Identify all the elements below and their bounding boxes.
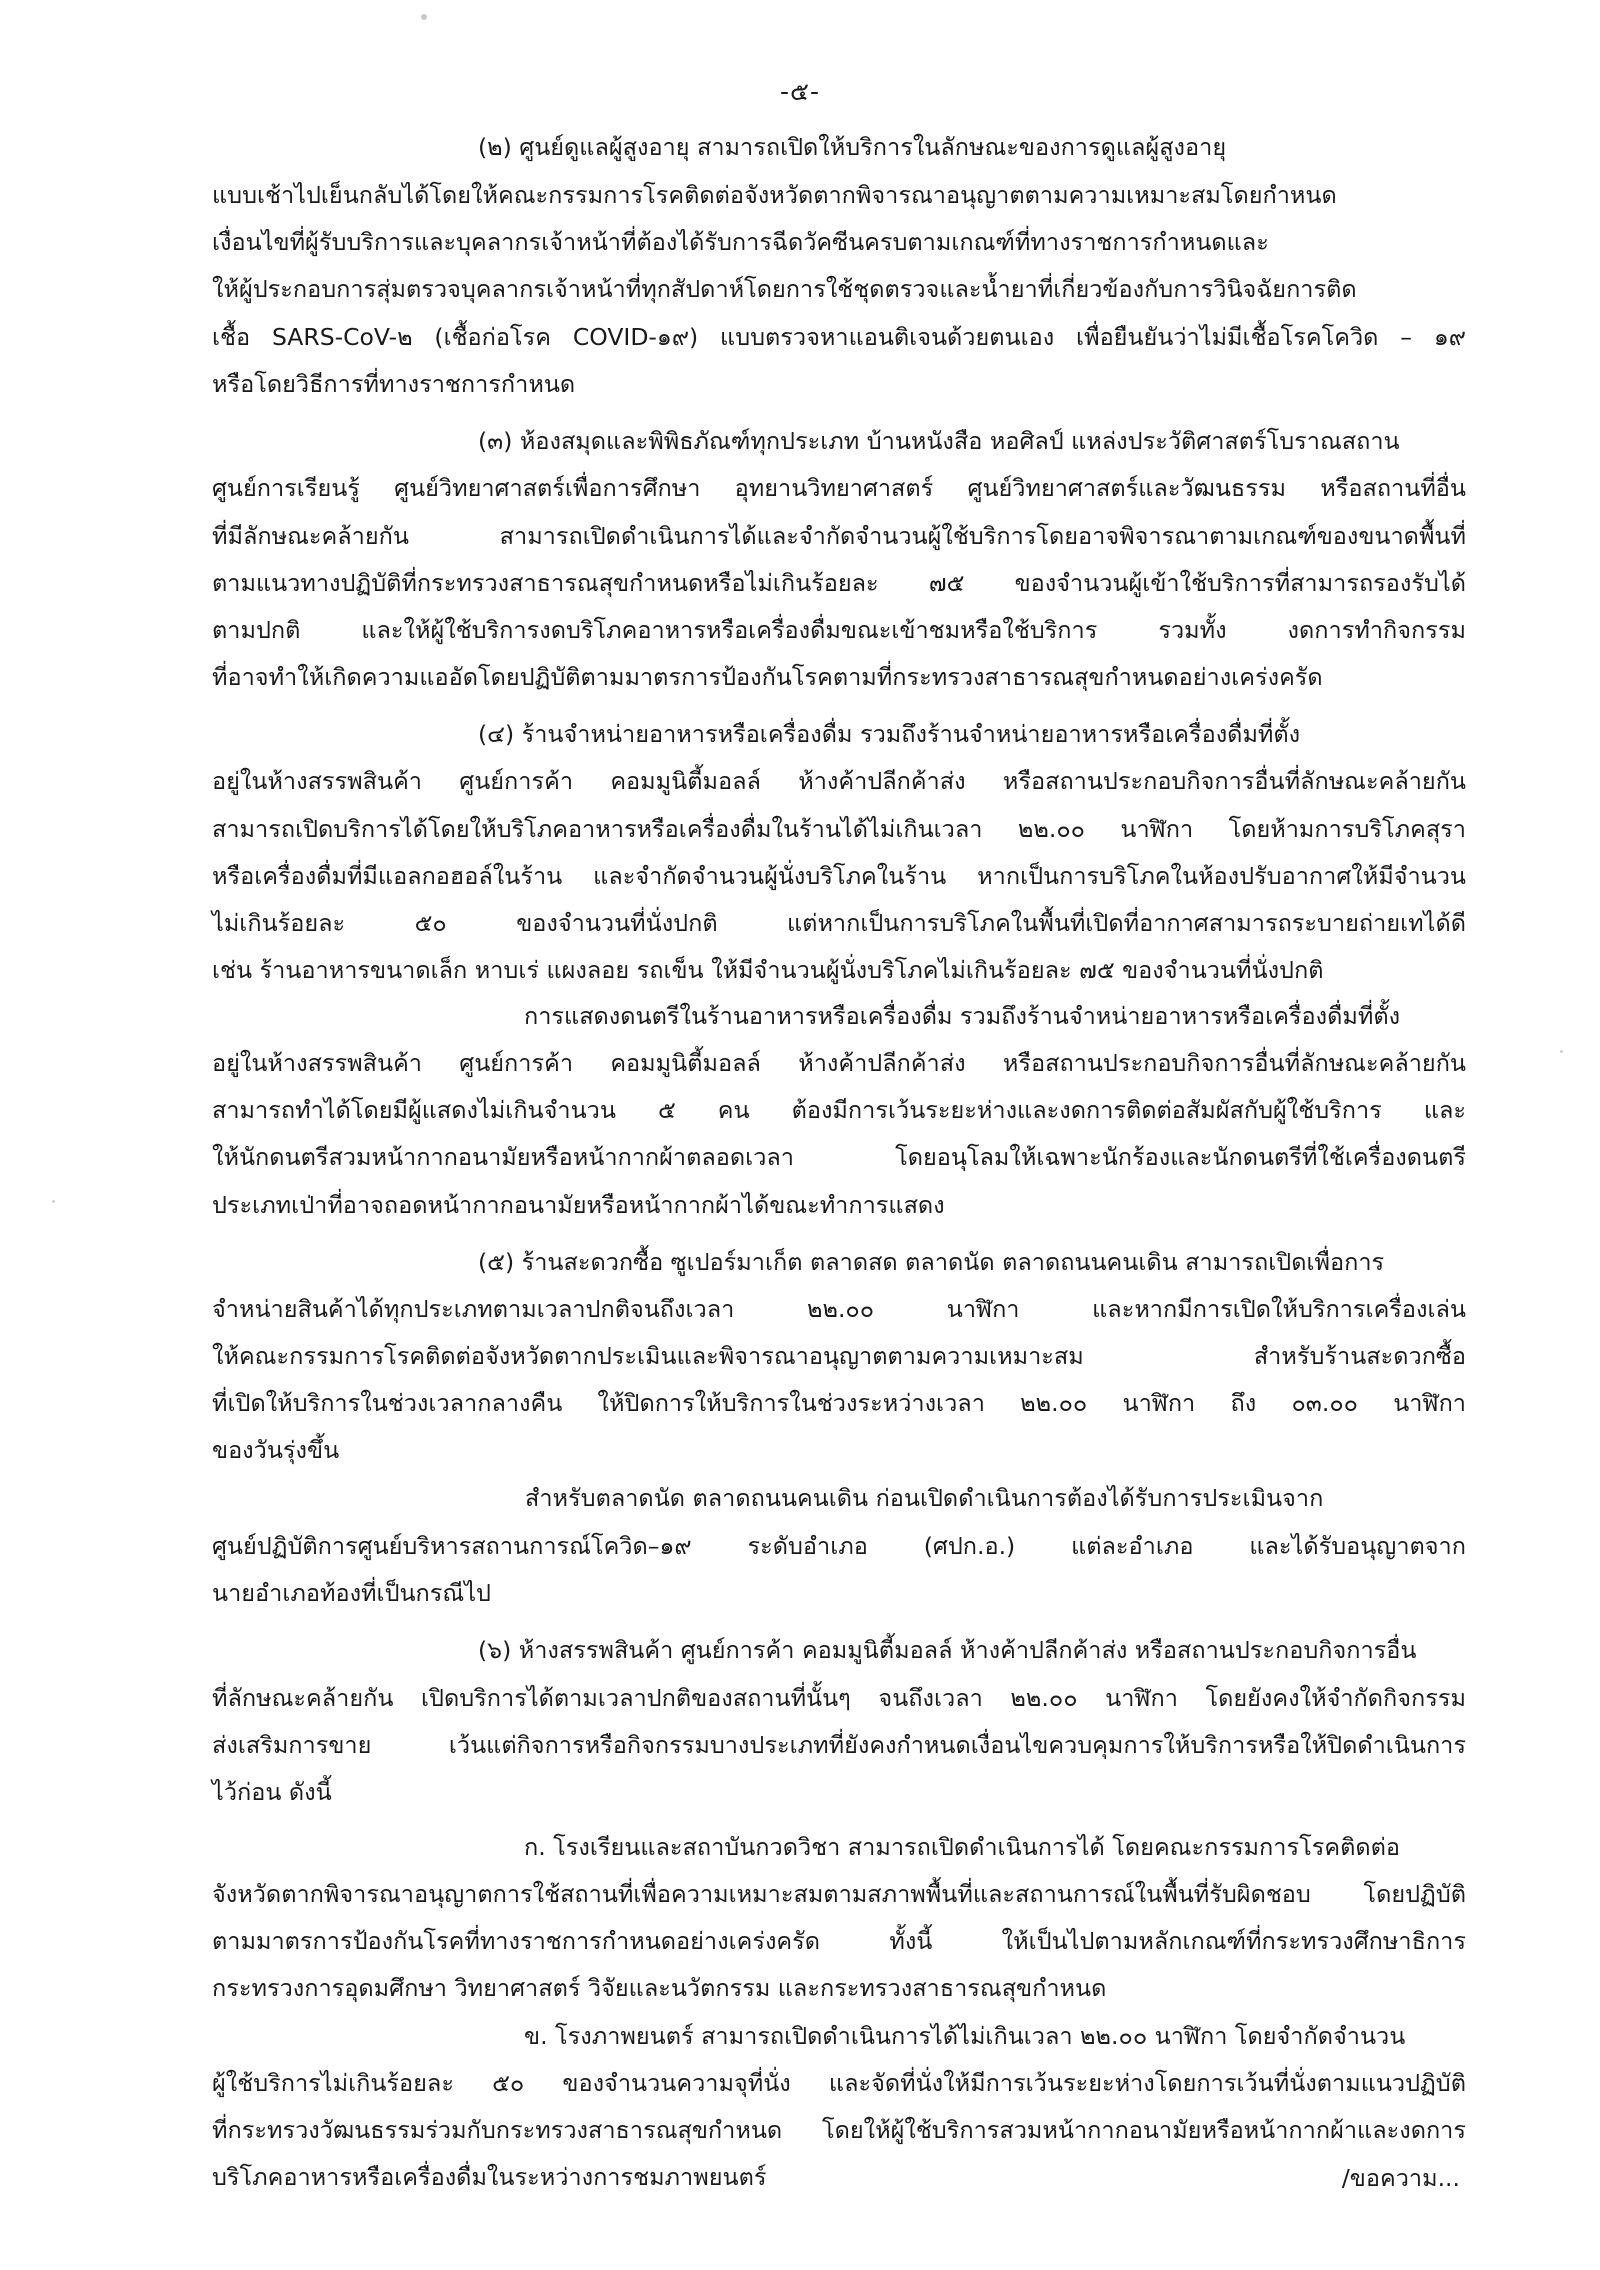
- paragraph-line: สามารถเปิดบริการได้โดยให้บริโภคอาหารหรือเครื่องดื่มในร้านได้ไม่เกินเวลา ๒๒.๐๐ นาฬิกา โดยห้ามการบริโภคสุรา: [212, 815, 1466, 843]
- scan-speck: [421, 14, 427, 20]
- paragraph-line: (๔) ร้านจำหน่ายอาหารหรือเครื่องดื่ม รวมถึงร้านจำหน่ายอาหารหรือเครื่องดื่มที่ตั้ง: [478, 720, 1301, 748]
- paragraph-line: เชื้อ SARS-CoV-๒ (เชื้อก่อโรค COVID-๑๙) แบบตรวจหาแอนติเจนด้วยตนเอง เพื่อยืนยันว่าไม่มีเชื้อโรคโควิด – ๑๙: [212, 323, 1466, 351]
- paragraph-line: บริโภคอาหารหรือเครื่องดื่มในระหว่างการชมภาพยนตร์: [212, 2163, 767, 2191]
- paragraph-line: ไว้ก่อน ดังนี้: [212, 1778, 332, 1806]
- paragraph-line: ที่มีลักษณะคล้ายกัน สามารถเปิดดำเนินการได้และจำกัดจำนวนผู้ใช้บริการโดยอาจพิจารณาตามเกณฑ์ของขนาดพื้นที่: [212, 522, 1466, 550]
- paragraph-line: การแสดงดนตรีในร้านอาหารหรือเครื่องดื่ม รวมถึงร้านจำหน่ายอาหารหรือเครื่องดื่มที่ตั้ง: [524, 1002, 1401, 1030]
- paragraph-line: ที่ลักษณะคล้ายกัน เปิดบริการได้ตามเวลาปกติของสถานที่นั้นๆ จนถึงเวลา ๒๒.๐๐ นาฬิกา โดยยังคงให้จำกัดกิจกรรม: [212, 1684, 1466, 1712]
- paragraph-line: หรือเครื่องดื่มที่มีแอลกอฮอล์ในร้าน และจำกัดจำนวนผู้นั่งบริโภคในร้าน หากเป็นการบริโภคในห้องปรับอากาศให้มีจำนวน: [212, 862, 1466, 890]
- paragraph-line: อยู่ในห้างสรรพสินค้า ศูนย์การค้า คอมมูนิตี้มอลล์ ห้างค้าปลีกค้าส่ง หรือสถานประกอบกิจการอื่นที่ลักษณะคล้ายกัน: [212, 767, 1466, 795]
- paragraph-line: ตามแนวทางปฏิบัติที่กระทรวงสาธารณสุขกำหนดหรือไม่เกินร้อยละ ๗๕ ของจำนวนผู้เข้าใช้บริการที่สามารถรองรับได้: [212, 569, 1466, 597]
- paragraph-line: เงื่อนไขที่ผู้รับบริการและบุคลากรเจ้าหน้าที่ต้องได้รับการฉีดวัคซีนครบตามเกณฑ์ที่ทางราชการกำหนดและ: [212, 228, 1269, 256]
- paragraph-line: ข. โรงภาพยนตร์ สามารถเปิดดำเนินการได้ไม่เกินเวลา ๒๒.๐๐ นาฬิกา โดยจำกัดจำนวน: [524, 2022, 1406, 2050]
- paragraph-line: ให้นักดนตรีสวมหน้ากากอนามัยหรือหน้ากากผ้าตลอดเวลา โดยอนุโลมให้เฉพาะนักร้องและนักดนตรีที่ใช้เครื่องดนตรี: [212, 1143, 1466, 1171]
- paragraph-line: สามารถทำได้โดยมีผู้แสดงไม่เกินจำนวน ๕ คน ต้องมีการเว้นระยะห่างและงดการติดต่อสัมผัสกับผู้ใช้บริการ และ: [212, 1096, 1466, 1124]
- paragraph-line: เช่น ร้านอาหารขนาดเล็ก หาบเร่ แผงลอย รถเข็น ให้มีจำนวนผู้นั่งบริโภคไม่เกินร้อยละ ๗๕ ของจำนวนที่นั่งปกติ: [212, 956, 1324, 984]
- paragraph-line: อยู่ในห้างสรรพสินค้า ศูนย์การค้า คอมมูนิตี้มอลล์ ห้างค้าปลีกค้าส่ง หรือสถานประกอบกิจการอื่นที่ลักษณะคล้ายกัน: [212, 1049, 1466, 1077]
- paragraph-line: ประเภทเป่าที่อาจถอดหน้ากากอนามัยหรือหน้ากากผ้าได้ขณะทำการแสดง: [212, 1191, 945, 1219]
- paragraph-line: จังหวัดตากพิจารณาอนุญาตการใช้สถานที่เพื่อความเหมาะสมตามสภาพพื้นที่และสถานการณ์ในพื้นที่รับผิดชอบ โดยปฏิบัติ: [212, 1880, 1466, 1908]
- scan-speck: [1560, 1050, 1563, 1053]
- paragraph-line: ที่อาจทำให้เกิดความแออัดโดยปฏิบัติตามมาตรการป้องกันโรคตามที่กระทรวงสาธารณสุขกำหนดอย่างเคร่งครัด: [212, 663, 1323, 691]
- paragraph-line: (๒) ศูนย์ดูแลผู้สูงอายุ สามารถเปิดให้บริการในลักษณะของการดูแลผู้สูงอายุ: [478, 133, 1227, 161]
- paragraph-line: ที่เปิดให้บริการในช่วงเวลากลางคืน ให้ปิดการให้บริการในช่วงระหว่างเวลา ๒๒.๐๐ นาฬิกา ถึง ๐๓.๐๐ นาฬิกา: [212, 1389, 1466, 1417]
- continuation-marker: /ขอความ...: [1341, 2164, 1460, 2192]
- paragraph-line: หรือโดยวิธีการที่ทางราชการกำหนด: [212, 370, 576, 398]
- paragraph-line: จำหน่ายสินค้าได้ทุกประเภทตามเวลาปกติจนถึงเวลา ๒๒.๐๐ นาฬิกา และหากมีการเปิดให้บริการเครื่องเล่น: [212, 1295, 1466, 1323]
- paragraph-line: ให้ผู้ประกอบการสุ่มตรวจบุคลากรเจ้าหน้าที่ทุกสัปดาห์โดยการใช้ชุดตรวจและน้ำยาที่เกี่ยวข้องกับการวินิจฉัยการติด: [212, 275, 1357, 303]
- scan-speck: [52, 1200, 55, 1203]
- paragraph-line: ให้คณะกรรมการโรคติดต่อจังหวัดตากประเมินและพิจารณาอนุญาตตามความเหมาะสม สำหรับร้านสะดวกซื้อ: [212, 1342, 1466, 1370]
- paragraph-line: ส่งเสริมการขาย เว้นแต่กิจการหรือกิจกรรมบางประเภทที่ยังคงกำหนดเงื่อนไขควบคุมการให้บริการหรือให้ปิดดำเนินการ: [212, 1731, 1466, 1759]
- paragraph-line: ตามมาตรการป้องกันโรคที่ทางราชการกำหนดอย่างเคร่งครัด ทั้งนี้ ให้เป็นไปตามหลักเกณฑ์ที่กระทรวงศึกษาธิการ: [212, 1927, 1466, 1955]
- paragraph-line: ตามปกติ และให้ผู้ใช้บริการงดบริโภคอาหารหรือเครื่องดื่มขณะเข้าชมหรือใช้บริการ รวมทั้ง งดการทำกิจกรรม: [212, 616, 1466, 644]
- page-number: -๕-: [780, 77, 820, 106]
- paragraph-line: กระทรวงการอุดมศึกษา วิทยาศาสตร์ วิจัยและนวัตกรรม และกระทรวงสาธารณสุขกำหนด: [212, 1974, 1107, 2002]
- paragraph-line: ผู้ใช้บริการไม่เกินร้อยละ ๕๐ ของจำนวนความจุที่นั่ง และจัดที่นั่งให้มีการเว้นระยะห่างโดยการเว้นที่นั่งตามแนวปฏิบัติ: [212, 2069, 1466, 2097]
- paragraph-line: ก. โรงเรียนและสถาบันกวดวิชา สามารถเปิดดำเนินการได้ โดยคณะกรรมการโรคติดต่อ: [524, 1833, 1400, 1861]
- paragraph-line: นายอำเภอท้องที่เป็นกรณีไป: [212, 1579, 491, 1607]
- paragraph-line: สำหรับตลาดนัด ตลาดถนนคนเดิน ก่อนเปิดดำเนินการต้องได้รับการประเมินจาก: [525, 1484, 1324, 1512]
- paragraph-line: ไม่เกินร้อยละ ๕๐ ของจำนวนที่นั่งปกติ แต่หากเป็นการบริโภคในพื้นที่เปิดที่อากาศสามารถระบายถ่ายเทได้ดี: [212, 909, 1466, 937]
- paragraph-line: (๖) ห้างสรรพสินค้า ศูนย์การค้า คอมมูนิตี้มอลล์ ห้างค้าปลีกค้าส่ง หรือสถานประกอบกิจการอื่น: [478, 1636, 1417, 1664]
- paragraph-line: ที่กระทรวงวัฒนธรรมร่วมกับกระทรวงสาธารณสุขกำหนด โดยให้ผู้ใช้บริการสวมหน้ากากอนามัยหรือหน้ากากผ้าและงดการ: [212, 2116, 1466, 2144]
- paragraph-line: ศูนย์การเรียนรู้ ศูนย์วิทยาศาสตร์เพื่อการศึกษา อุทยานวิทยาศาสตร์ ศูนย์วิทยาศาสตร์และวัฒนธรรม หรือสถานที่อื่น: [212, 474, 1466, 502]
- paragraph-line: (๕) ร้านสะดวกซื้อ ซูเปอร์มาเก็ต ตลาดสด ตลาดนัด ตลาดถนนคนเดิน สามารถเปิดเพื่อการ: [478, 1248, 1385, 1276]
- paragraph-line: แบบเช้าไปเย็นกลับได้โดยให้คณะกรรมการโรคติดต่อจังหวัดตากพิจารณาอนุญาตตามความเหมาะสมโดยกำหนด: [212, 181, 1337, 209]
- paragraph-line: ของวันรุ่งขึ้น: [212, 1436, 340, 1464]
- paragraph-line: (๓) ห้องสมุดและพิพิธภัณฑ์ทุกประเภท บ้านหนังสือ หอศิลป์ แหล่งประวัติศาสตร์โบราณสถาน: [478, 427, 1400, 455]
- paragraph-line: ศูนย์ปฏิบัติการศูนย์บริหารสถานการณ์โควิด–๑๙ ระดับอำเภอ (ศปก.อ.) แต่ละอำเภอ และได้รับอนุญาตจาก: [212, 1532, 1466, 1560]
